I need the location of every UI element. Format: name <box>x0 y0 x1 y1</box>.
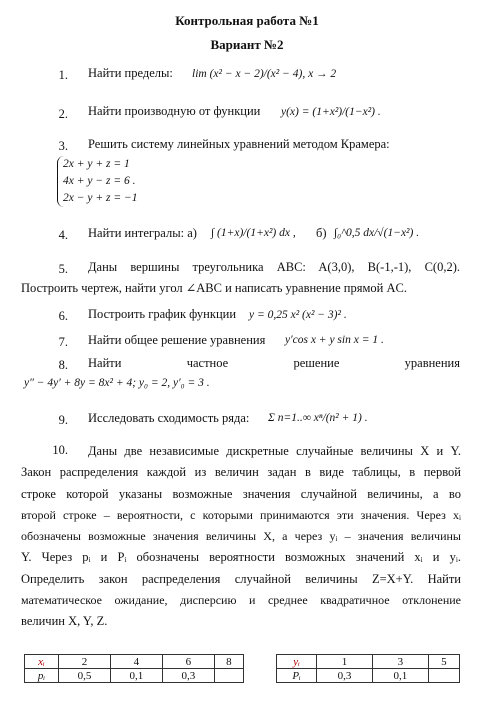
table-cell: 6 <box>162 655 214 669</box>
x-probabilities-header: pᵢ <box>25 669 59 683</box>
task-8-word-3: решение <box>293 356 340 370</box>
task-10-line-5: обозначены возможные значения величины X, а через yᵢ – значения величины <box>21 529 461 544</box>
table-cell: 0,1 <box>110 669 162 683</box>
task-9-number: 9. <box>58 413 68 427</box>
task-4-integral-b: ∫₀^0,5 dx/√(1−x²) . <box>334 227 420 239</box>
task-5-number: 5. <box>58 262 68 276</box>
task-8-text <box>88 356 460 371</box>
task-8-word-1: Найти <box>88 356 122 370</box>
table-cell: 8 <box>214 655 243 669</box>
task-10-line-4: второй строке – вероятности, с которыми принимаются эти значения. Через xᵢ <box>21 507 461 522</box>
table-cell: 4 <box>110 655 162 669</box>
task-8-number: 8. <box>58 358 68 372</box>
task-4-number: 4. <box>58 228 68 242</box>
task-1-number: 1. <box>58 68 68 82</box>
task-7-text: Найти общее решение уравнения <box>88 333 266 347</box>
equation-2: 4x + y − z = 6 . <box>63 175 136 187</box>
task-5-line-2: Построить чертеж, найти угол ∠ABC и написать уравнение прямой AC. <box>21 281 407 295</box>
table-row <box>277 655 460 669</box>
task-10-number: 10. <box>52 443 68 457</box>
task-10-paragraph <box>21 441 461 633</box>
task-4-integral-a: ∫ (1+x)/(1+x²) dx , <box>211 227 296 239</box>
task-6-text: Построить график функции <box>88 307 237 321</box>
table-cell: 0,3 <box>162 669 214 683</box>
task-9-formula: Σ n=1..∞ xⁿ/(n² + 1) . <box>268 412 368 424</box>
task-6-number: 6. <box>58 309 68 323</box>
task-10-line-8: математическое ожидание, дисперсию и среднее квадратичное отклонение <box>21 593 461 608</box>
task-5-line-1: Даны вершины треугольника ABC: A(3,0), B(-1,-1), C(0,2). <box>88 260 460 274</box>
variant-heading: Вариант №2 <box>210 37 284 52</box>
task-2-number: 2. <box>58 107 68 121</box>
task-1-formula: lim (x² − x − 2)/(x² − 4), x → 2 <box>192 68 337 80</box>
y-probabilities-header: Pᵢ <box>277 669 317 683</box>
task-4-part-b-label: б) <box>316 226 327 240</box>
table-cell <box>214 669 243 683</box>
task-2-formula: y(x) = (1+x²)/(1−x²) . <box>281 106 381 118</box>
task-8-word-4: уравнения <box>404 356 460 370</box>
y-values-header: yᵢ <box>277 655 317 669</box>
table-cell: 3 <box>372 655 428 669</box>
table-cell: 0,5 <box>58 669 110 683</box>
task-4-text: Найти интегралы: а) <box>88 226 197 240</box>
table-cell <box>428 669 459 683</box>
task-9-text: Исследовать сходимость ряда: <box>88 411 250 425</box>
task-10-line-1: Даны две независимые дискретные случайные величины X и Y. <box>88 444 461 458</box>
task-2-text: Найти производную от функции <box>88 104 261 118</box>
task-6-formula: y = 0,25 x² (x² − 3)² . <box>249 309 347 321</box>
task-10-line-7: Определить закон распределения случайной величины Z=X+Y. Найти <box>21 571 461 586</box>
task-7-formula: y′cos x + y sin x = 1 . <box>285 334 384 346</box>
task-8-formula: y″ − 4y′ + 8y = 8x² + 4; y₀ = 2, y′₀ = 3 . <box>24 377 210 389</box>
table-row <box>25 655 244 669</box>
x-distribution-table <box>24 654 244 683</box>
task-7-number: 7. <box>58 335 68 349</box>
task-10-line-2: Закон распределения каждой из величин задан в виде таблицы, в первой <box>21 465 461 480</box>
table-cell: 5 <box>428 655 459 669</box>
table-cell: 1 <box>317 655 373 669</box>
table-row <box>25 669 244 683</box>
task-10-line-3: строке которой указаны возможные значения случайной величины, а во <box>21 486 461 501</box>
task-10-line-6: Y. Через pᵢ и Pᵢ обозначены вероятности возможных значений xᵢ и yᵢ. <box>21 550 461 565</box>
document-title: Контрольная работа №1 <box>175 13 319 28</box>
y-distribution-table <box>276 654 460 683</box>
equation-3: 2x − y + z = −1 <box>63 192 138 204</box>
table-cell: 2 <box>58 655 110 669</box>
task-3-text: Решить систему линейных уравнений методом Крамера: <box>88 137 390 151</box>
table-cell: 0,1 <box>372 669 428 683</box>
task-1-text: Найти пределы: <box>88 66 173 80</box>
task-10-line-9: величин X, Y, Z. <box>21 614 108 629</box>
task-8-word-2: частное <box>186 356 229 370</box>
table-row <box>277 669 460 683</box>
task-3-number: 3. <box>58 139 68 153</box>
equation-1: 2x + y + z = 1 <box>63 158 130 170</box>
linear-system <box>57 156 137 207</box>
x-values-header: xᵢ <box>25 655 59 669</box>
table-cell: 0,3 <box>317 669 373 683</box>
